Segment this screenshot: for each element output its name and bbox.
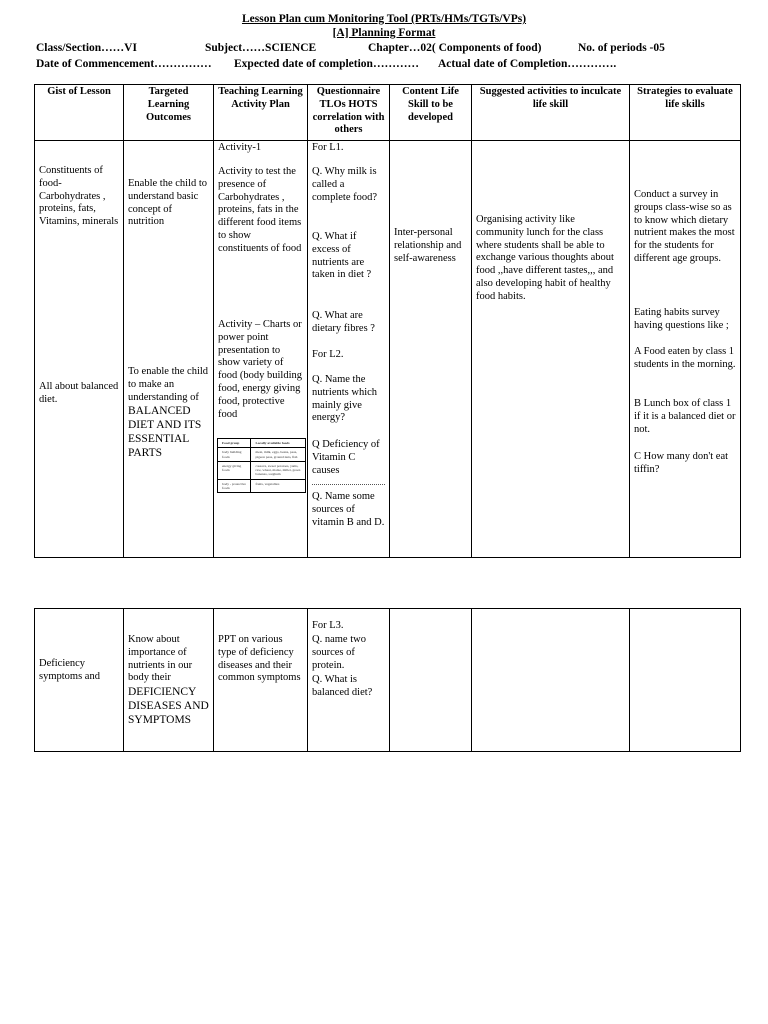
tlo-balanced-diet-emphasis: BALANCED DIET AND ITS ESSENTIAL PARTS [128,405,202,460]
activity-1-title: Activity-1 [218,142,262,153]
tlo-deficiency-text: Know about importance of nutrients in our body their [128,634,193,684]
gist-balanced-diet: All about balanced diet. [39,381,119,405]
life-skill-cell [390,609,472,752]
column-header: Gist of Lesson [35,85,124,141]
tlo-nutrition: Enable the child to understand basic concept of nutrition [128,178,208,228]
tlo-balanced-diet [128,366,209,460]
for-l2-label: For L2. [312,349,344,360]
questionnaire-cell [308,609,390,752]
chapter: Chapter…02( Components of food) [368,42,542,54]
question-balanced-diet: Q. What is balanced diet? [312,674,373,698]
tlo-cell [124,609,214,752]
gist-cell [35,141,124,558]
strategy-item-c: C How many don't eat tiffin? [634,451,729,475]
food-group-header: Food group [218,439,251,448]
local-foods-cell: cassava, sweet potatoes, yams, rice, wheat, maize, millet, green bananas, sorghum [251,461,306,479]
food-group-table [217,438,306,493]
dotted-separator [312,480,385,488]
suggested-activity-text: Organising activity like community lunch for the class where students shall be able to exchange various thoughts about food ,,have different tastes,,, and also developing habit of healthy food habits. [476,214,614,302]
activity-cell [214,609,308,752]
strategy-item-a: A Food eaten by class 1 students in the morning. [634,346,736,370]
life-skill-cell [390,141,472,558]
food-group-cell: body building foods [218,448,251,462]
table-row [35,609,741,752]
activity-cell [214,141,308,558]
suggested-activities-cell [472,141,630,558]
local-foods-header: Locally available foods [251,439,306,448]
question-energy-nutrients: Q. Name the nutrients which mainly give energy? [312,374,378,424]
strategies-cell [630,141,741,558]
subject: Subject……SCIENCE [205,42,317,54]
tlo-cell [124,141,214,558]
strategy-survey: Conduct a survey in groups class-wise so as to know which dietary nutrient makes the most for the students for different age groups. [634,189,735,264]
question-milk: Q. Why milk is called a complete food? [312,166,378,203]
gist-deficiency: Deficiency symptoms and [39,658,100,682]
strategy-eating-habits: Eating habits survey having questions like ; [634,307,729,331]
column-header: Targeted Learning Outcomes [124,85,214,141]
tlo-deficiency [128,634,209,727]
number-of-periods: No. of periods -05 [578,42,665,54]
gist-cell [35,609,124,752]
tlo-deficiency-emphasis: DEFICIENCY DISEASES AND SYMPTOMS [128,686,209,727]
question-excess-nutrients: Q. What if excess of nutrients are taken in diet ? [312,231,372,281]
local-foods-cell: meat, milk, eggs, beans, peas, pigeon peas, ground nuts, fish [251,448,306,462]
activity-ppt: PPT on various type of deficiency diseases and their common symptoms [218,634,301,684]
table-header-row [35,85,741,141]
column-header: Content Life Skill to be developed [390,85,472,141]
column-header: Suggested activities to inculcate life skill [472,85,630,141]
life-skill-text: Inter-personal relationship and self-awareness [394,227,462,264]
for-l1-label: For L1. [312,142,344,153]
gist-constituents: Constituents of food- Carbohydrates , proteins, fats, Vitamins, minerals [39,165,119,228]
column-header: Teaching Learning Activity Plan [214,85,308,141]
lesson-plan-table [34,84,741,558]
column-header: Questionnaire TLOs HOTS correlation with others [308,85,390,141]
local-foods-cell: fruits, vegetables [251,479,306,493]
strategy-item-b: B Lunch box of class 1 if it is a balanced diet or not. [634,398,736,435]
question-dietary-fibres: Q. What are dietary fibres ? [312,310,375,334]
actual-completion-date: Actual date of Completion…………. [438,58,617,70]
date-of-commencement: Date of Commencement…………… [36,58,212,70]
tlo-balanced-diet-text: To enable the child to make an understanding of [128,366,209,403]
activity-1-description: Activity to test the presence of Carbohydrates , proteins, fats in the different food items to show constituents of food [218,166,302,254]
class-section: Class/Section……VI [36,42,137,54]
suggested-activities-cell [472,609,630,752]
lesson-plan-table-continued [34,608,741,752]
column-header: Strategies to evaluate life skills [630,85,741,141]
table-row [35,141,741,558]
questionnaire-cell [308,141,390,558]
page-subtitle: [A] Planning Format [332,27,436,39]
expected-completion-date: Expected date of completion………… [234,58,419,70]
strategies-cell [630,609,741,752]
question-vitamin-c: Q Deficiency of Vitamin C causes [312,439,380,476]
question-vitamin-b-d: Q. Name some sources of vitamin B and D. [312,491,385,528]
food-group-cell: energy giving foods [218,461,251,479]
food-group-cell: body - protective foods [218,479,251,493]
for-l3-label: For L3. [312,620,344,631]
activity-2-description: Activity – Charts or power point presentation to show variety of food (body building food, energy giving food, protective food [218,319,302,420]
question-protein-sources: Q. name two sources of protein. [312,634,366,671]
page-title: Lesson Plan cum Monitoring Tool (PRTs/HMs/TGTs/VPs) [241,13,527,25]
